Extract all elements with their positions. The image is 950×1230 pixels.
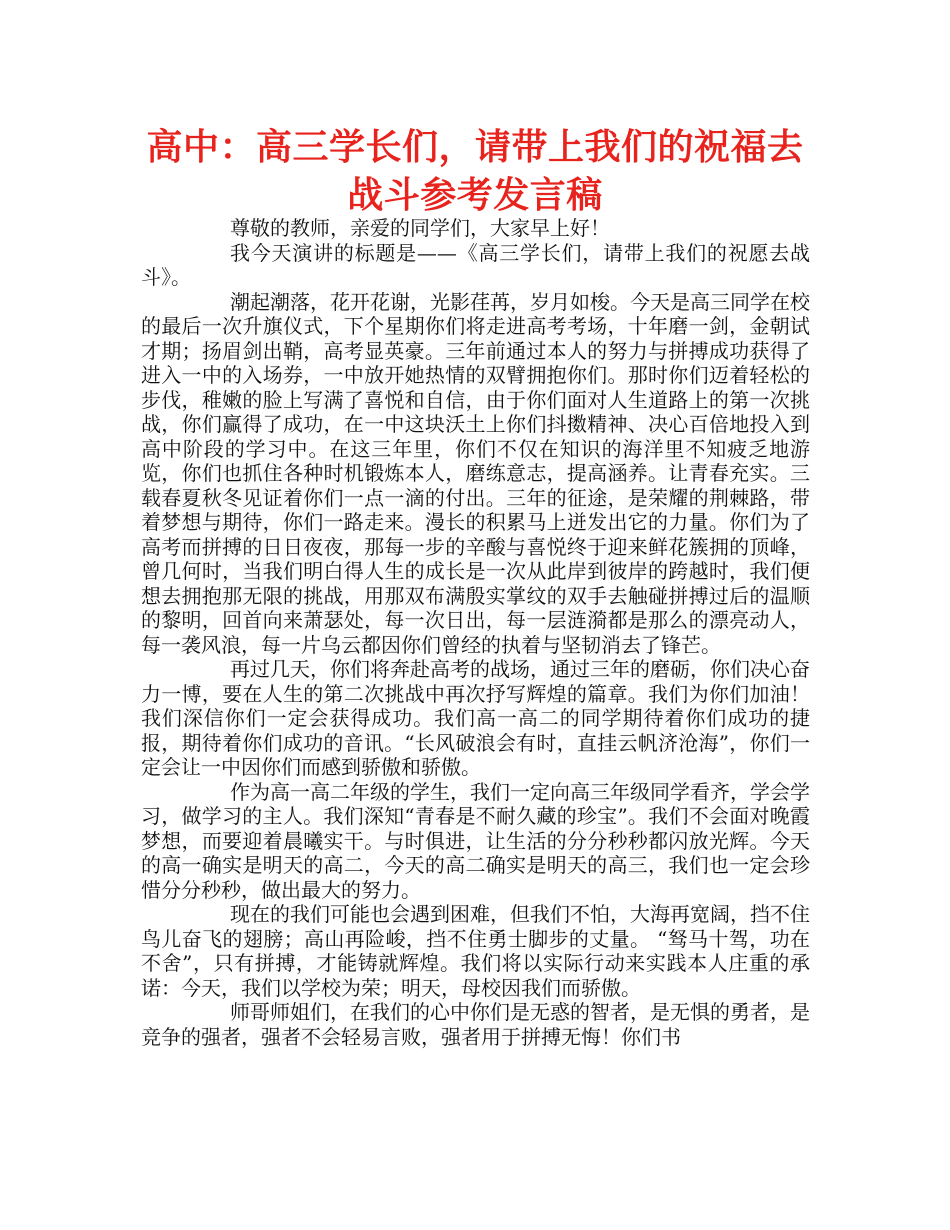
paragraph-greeting: 尊敬的教师，亲爱的同学们，大家早上好！ (230, 216, 610, 240)
document-body (141, 216, 810, 1049)
paragraph-body: 现在的我们可能也会遇到困难，但我们不怕，大海再宽阔，挡不住鸟儿奋飞的翅膀；高山再险峻，挡不住勇士脚步的丈量。 “驽马十驾，功在不舍”，只有拼搏，才能铸就辉煌。我们将以实际行动来实践本人庄重的承诺：今天，我们以学校为荣；明天，母校因我们而骄傲。 (141, 902, 810, 1000)
paragraph-body: 潮起潮落，花开花谢，光影荏苒，岁月如梭。今天是高三同学在校的最后一次升旗仪式，下个星期你们将走进高考考场，十年磨一剑，金朝试才期；扬眉剑出鞘，高考显英豪。三年前通过本人的努力与拼搏成功获得了进入一中的入场券，一中放开她热情的双臂拥抱你们。那时你们迈着轻松的步伐，稚嫩的脸上写满了喜悦和自信，由于你们面对人生道路上的第一次挑战，你们赢得了成功，在一中这块沃土上你们抖擞精神、决心百倍地投入到高中阶段的学习中。在这三年里，你们不仅在知识的海洋里不知疲乏地游览，你们也抓住各种时机锻炼本人，磨练意志，提高涵养。让青春充实。三载春夏秋冬见证着你们一点一滴的付出。三年的征途，是荣耀的荆棘路，带着梦想与期待，你们一路走来。漫长的积累马上迸发出它的力量。你们为了高考而拼搏的日日夜夜，那每一步的辛酸与喜悦终于迎来鲜花簇拥的顶峰，曾几何时，当我们明白得人生的成长是一次从此岸到彼岸的跨越时，我们便想去拥抱那无限的挑战，用那双布满殷实掌纹的双手去触碰拼搏过后的温顺的黎明，回首向来萧瑟处，每一次日出，每一层涟漪都是那么的漂亮动人，每一袭风浪，每一片乌云都因你们曾经的执着与坚韧消去了锋芒。 (141, 289, 810, 657)
paragraph-speech-title: 我今天演讲的标题是——《高三学长们，请带上我们的祝愿去战斗》。 (141, 240, 810, 289)
paragraph-body: 作为高一高二年级的学生，我们一定向高三年级同学看齐，学会学习，做学习的主人。我们深知“青春是不耐久藏的珍宝”。我们不会面对晚霞梦想，而要迎着晨曦实干。与时俱进，让生活的分分秒秒都闪放光辉。今天的高一确实是明天的高二，今天的高二确实是明天的高三，我们也一定会珍惜分分秒秒，做出最大的努力。 (141, 779, 810, 902)
document-title: 高中：高三学长们，请带上我们的祝福去战斗参考发言稿 (146, 127, 804, 216)
paragraph-body: 再过几天，你们将奔赴高考的战场，通过三年的磨砺，你们决心奋力一博，要在人生的第二次挑战中再次抒写辉煌的篇章。我们为你们加油！我们深信你们一定会获得成功。我们高一高二的同学期待着你们成功的捷报，期待着你们成功的音讯。“长风破浪会有时，直挂云帆济沧海”，你们一定会让一中因你们而感到骄傲和骄傲。 (141, 657, 810, 779)
paragraph-body: 师哥师姐们，在我们的心中你们是无惑的智者，是无惧的勇者，是竞争的强者，强者不会轻易言败，强者用于拼搏无悔！你们书 (141, 1000, 810, 1049)
